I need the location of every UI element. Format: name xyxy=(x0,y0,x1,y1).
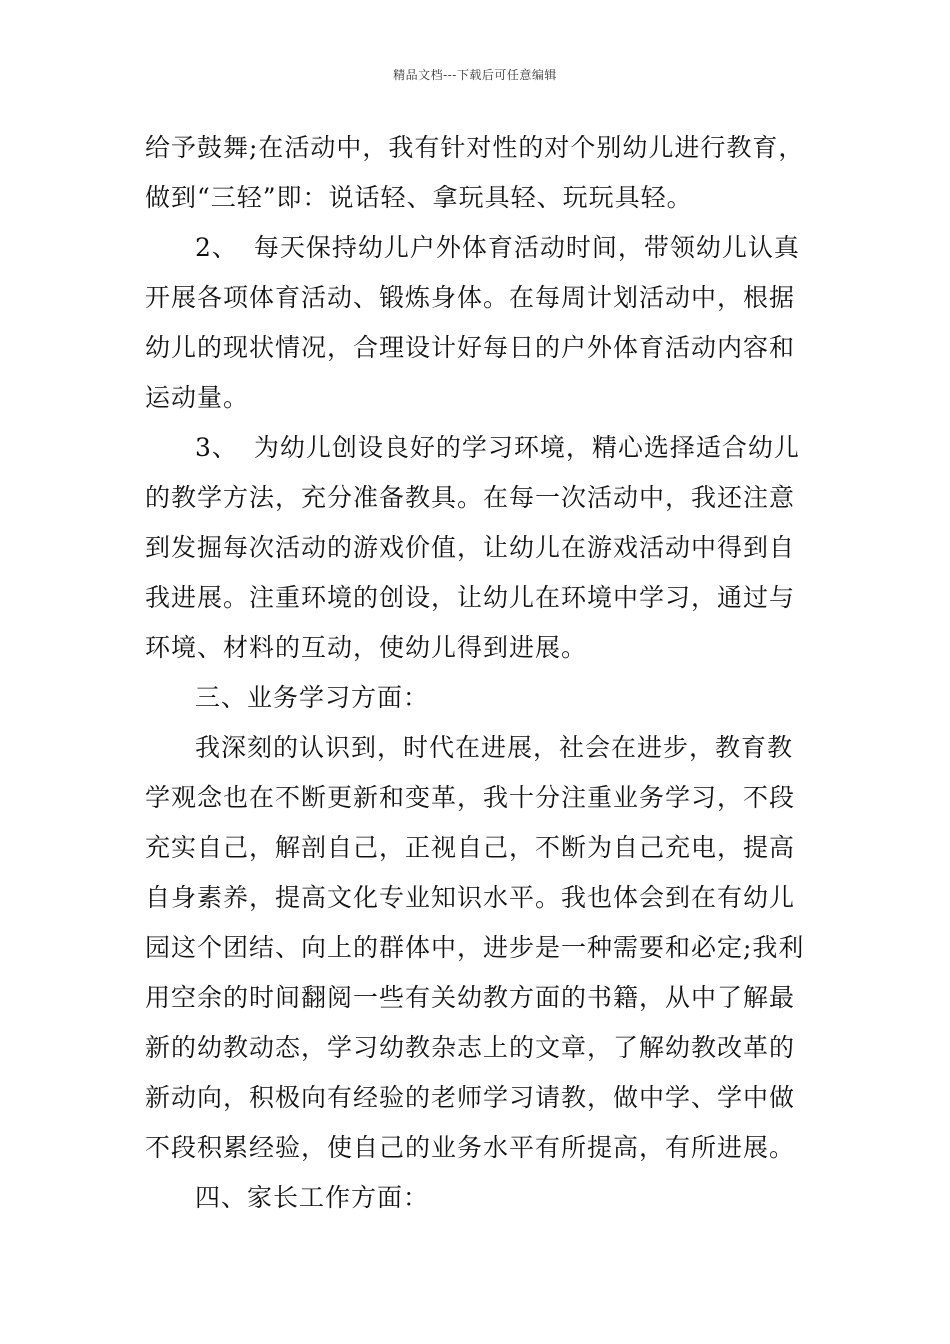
line-text: 四、家长工作方面： xyxy=(195,1183,430,1212)
line-text: 新动向，积极向有经验的老师学习请教，做中学、学中做 xyxy=(145,1083,796,1112)
paragraph-line xyxy=(145,573,810,623)
paragraph-line xyxy=(145,723,810,773)
paragraph-line xyxy=(145,323,810,373)
line-text: 三、业务学习方面： xyxy=(195,683,430,712)
list-number: 3、 xyxy=(195,433,238,462)
line-text: 我进展。注重环境的创设，让幼儿在环境中学习，通过与 xyxy=(145,583,796,612)
line-text: 每天保持幼儿户外体育活动时间，带领幼儿认真 xyxy=(253,233,800,262)
paragraph-line xyxy=(145,623,810,673)
paragraph-line xyxy=(145,873,810,923)
line-text: 环境、材料的互动，使幼儿得到进展。 xyxy=(145,633,588,662)
paragraph-line xyxy=(145,273,810,323)
line-text: 园这个团结、向上的群体中，进步是一种需要和必定;我利 xyxy=(145,933,805,962)
paragraph-line xyxy=(145,923,810,973)
paragraph-line xyxy=(145,423,810,473)
paragraph-line xyxy=(145,1123,810,1173)
paragraph-line xyxy=(145,173,810,223)
line-text: 做到“三轻”即：说话轻、拿玩具轻、玩玩具轻。 xyxy=(145,183,693,212)
line-text: 开展各项体育活动、锻炼身体。在每周计划活动中，根据 xyxy=(145,283,796,312)
line-text: 到发掘每次活动的游戏价值，让幼儿在游戏活动中得到自 xyxy=(145,533,796,562)
line-text: 新的幼教动态，学习幼教杂志上的文章，了解幼教改革的 xyxy=(145,1033,796,1062)
paragraph-line xyxy=(145,1073,810,1123)
paragraph-line xyxy=(145,373,810,423)
line-text: 充实自己，解剖自己，正视自己，不断为自己充电，提高 xyxy=(145,833,796,862)
line-text: 给予鼓舞;在活动中，我有针对性的对个别幼儿进行教育， xyxy=(145,133,805,162)
line-text: 为幼儿创设良好的学习环境，精心选择适合幼儿 xyxy=(253,433,800,462)
paragraph-line xyxy=(145,473,810,523)
line-text: 学观念也在不断更新和变革，我十分注重业务学习，不段 xyxy=(145,783,796,812)
paragraph-line xyxy=(145,673,810,723)
line-text: 我深刻的认识到，时代在进展，社会在进步，教育教 xyxy=(195,733,794,762)
page-header: 精品文档---下载后可任意编辑 xyxy=(393,68,557,82)
paragraph-line xyxy=(145,123,810,173)
paragraph-line xyxy=(145,773,810,823)
paragraph-line xyxy=(145,1173,810,1223)
line-text: 用空余的时间翻阅一些有关幼教方面的书籍，从中了解最 xyxy=(145,983,796,1012)
line-text: 幼儿的现状情况，合理设计好每日的户外体育活动内容和 xyxy=(145,333,796,362)
line-text: 的教学方法，充分准备教具。在每一次活动中，我还注意 xyxy=(145,483,796,512)
paragraph-line xyxy=(145,223,810,273)
line-text: 自身素养，提高文化专业知识水平。我也体会到在有幼儿 xyxy=(145,883,796,912)
list-number: 2、 xyxy=(195,233,238,262)
paragraph-line xyxy=(145,1023,810,1073)
line-text: 不段积累经验，使自己的业务水平有所提高，有所进展。 xyxy=(145,1133,796,1162)
paragraph-line xyxy=(145,823,810,873)
paragraph-line xyxy=(145,973,810,1023)
paragraph-line xyxy=(145,523,810,573)
line-text: 运动量。 xyxy=(145,383,250,412)
document-body xyxy=(145,123,810,1223)
